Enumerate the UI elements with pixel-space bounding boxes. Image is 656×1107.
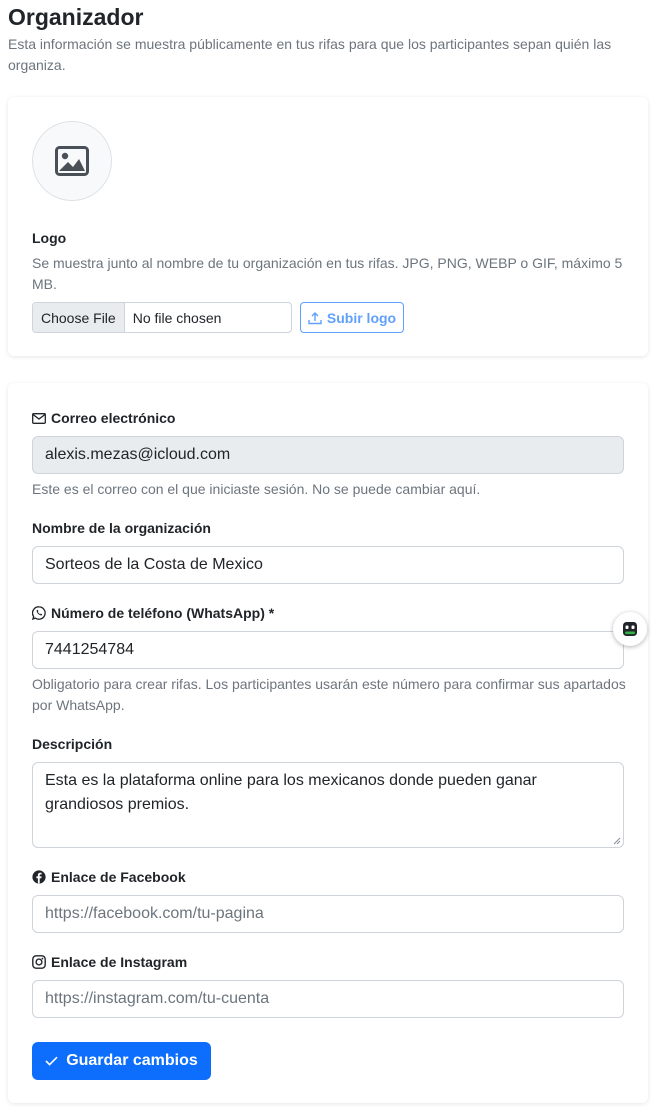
floating-assistant-button[interactable] — [613, 612, 647, 646]
description-textarea[interactable] — [32, 762, 624, 848]
facebook-label-row — [32, 869, 186, 885]
image-icon — [55, 146, 89, 176]
phone-input[interactable]: 7441254784 — [32, 631, 624, 669]
upload-icon — [308, 311, 322, 325]
choose-file-button[interactable]: Choose File — [33, 303, 125, 332]
logo-help: Se muestra junto al nombre de tu organización en tus rifas. JPG, PNG, WEBP o GIF, máximo 5 MB. — [32, 255, 623, 292]
logo-card — [8, 97, 648, 356]
instagram-input[interactable]: https://instagram.com/tu-cuenta — [32, 980, 624, 1018]
resize-grip-icon[interactable] — [613, 837, 621, 845]
instagram-label-row — [32, 954, 187, 970]
phone-help: Obligatorio para crear rifas. Los participantes usarán este número para confirmar sus apartados por WhatsApp. — [32, 676, 626, 713]
check-icon — [45, 1056, 58, 1066]
upload-logo-label: Subir logo — [326, 309, 397, 326]
file-status: No file chosen — [132, 309, 222, 326]
robot-icon — [621, 620, 639, 638]
logo-avatar — [32, 121, 112, 201]
instagram-icon — [32, 955, 46, 969]
email-label: Correo electrónico — [51, 410, 176, 426]
organizer-form-card — [8, 383, 648, 1103]
whatsapp-icon — [32, 606, 46, 620]
facebook-label: Enlace de Facebook — [51, 869, 186, 885]
description-text: Esta es la plataforma online para los mexicanos donde pueden ganar grandiosos premios. — [45, 772, 537, 813]
instagram-label: Enlace de Instagram — [51, 954, 188, 970]
save-button[interactable] — [32, 1042, 211, 1080]
envelope-icon — [32, 413, 46, 424]
upload-logo-button[interactable] — [300, 302, 404, 333]
description-label: Descripción — [32, 736, 113, 752]
phone-label-row — [32, 605, 274, 621]
logo-file-input[interactable] — [32, 302, 292, 333]
email-label-row — [32, 410, 175, 426]
email-help: Este es el correo con el que iniciaste sesión. No se puede cambiar aquí. — [32, 481, 481, 497]
phone-label: Número de teléfono (WhatsApp) * — [51, 605, 275, 621]
logo-label: Logo — [32, 230, 67, 246]
facebook-icon — [32, 870, 46, 884]
save-button-label: Guardar cambios — [66, 1052, 198, 1069]
org-name-input[interactable]: Sorteos de la Costa de Mexico — [32, 546, 624, 584]
org-name-label: Nombre de la organización — [32, 520, 211, 536]
page-title: Organizador — [8, 4, 144, 30]
page-subtitle: Esta información se muestra públicamente en tus rifas para que los participantes sepan quién las organiza. — [8, 36, 612, 73]
email-field: alexis.mezas@icloud.com — [32, 436, 624, 474]
facebook-input[interactable]: https://facebook.com/tu-pagina — [32, 895, 624, 933]
